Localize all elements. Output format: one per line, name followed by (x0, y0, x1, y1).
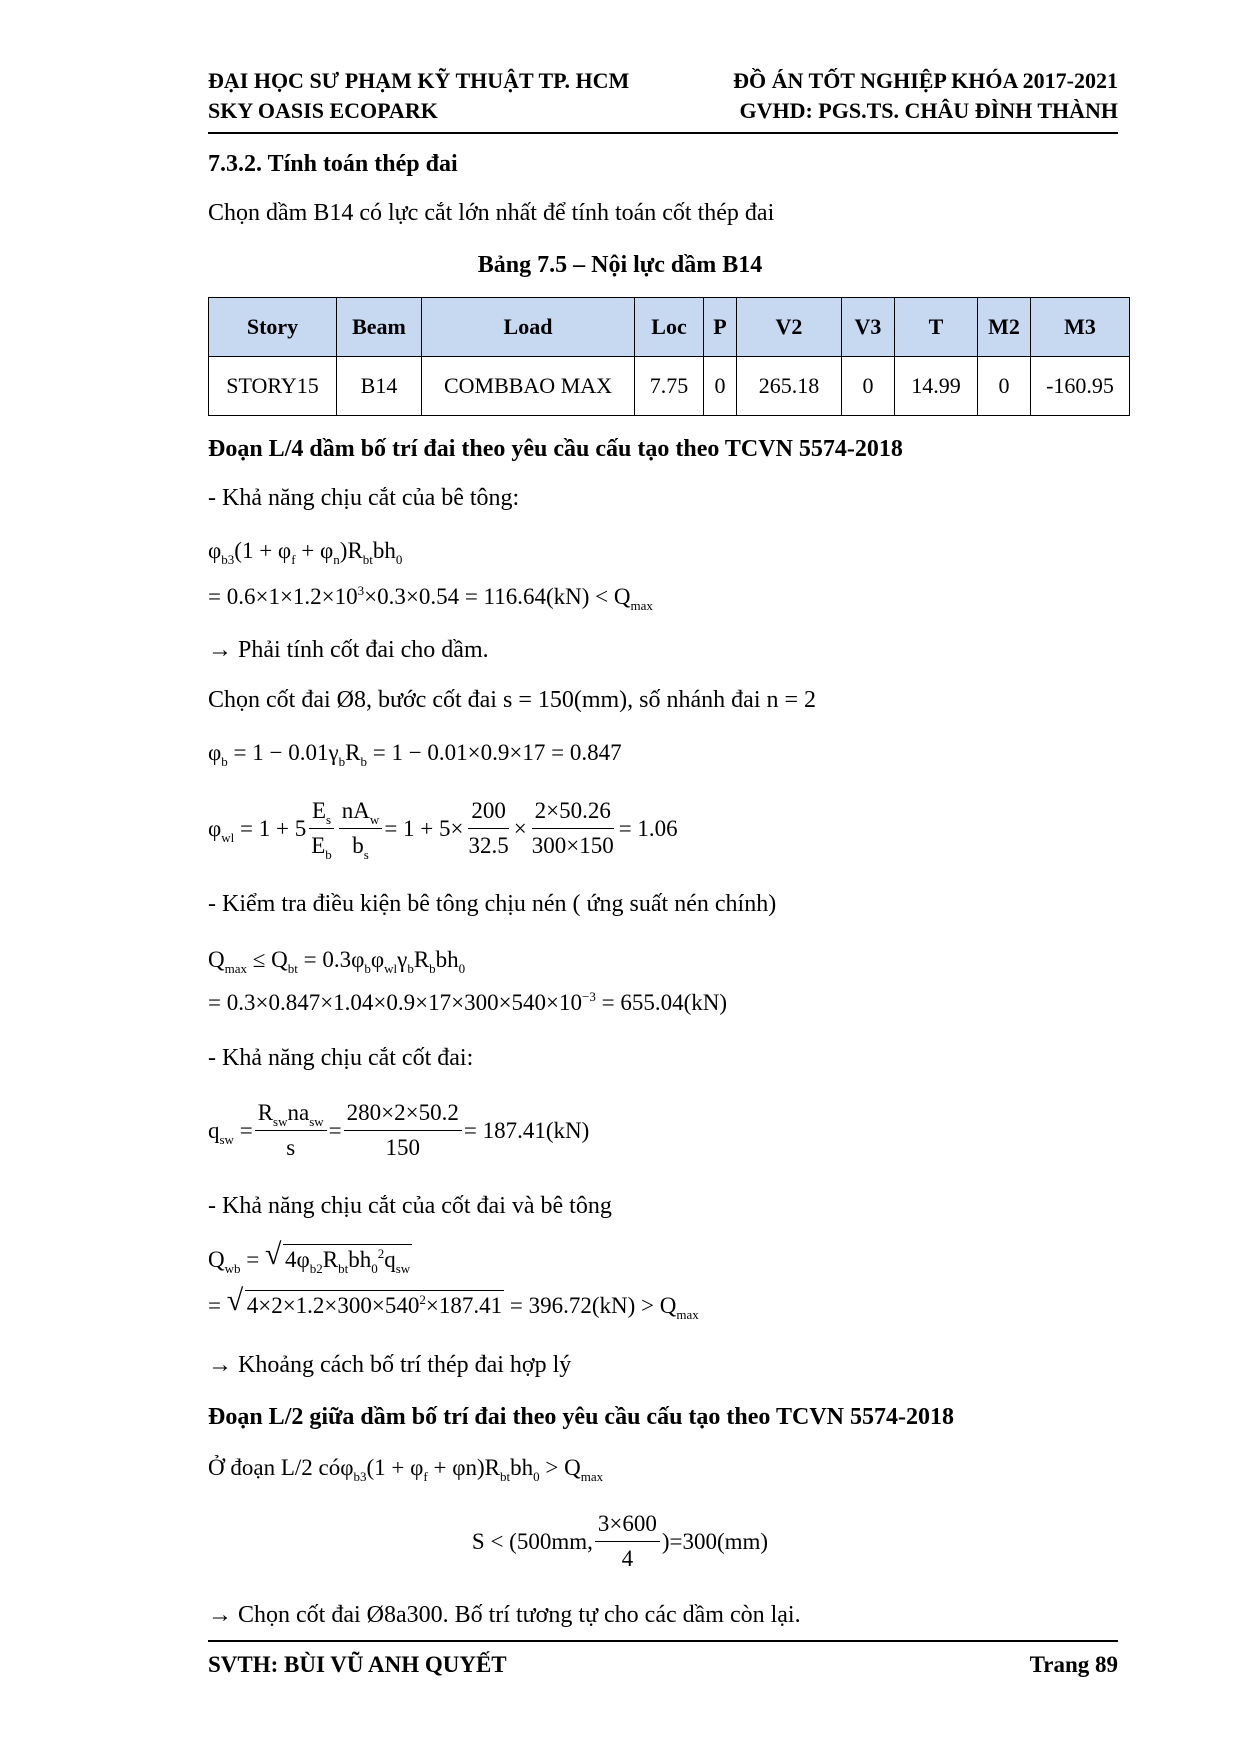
heading-l4: Đoạn L/4 dầm bố trí đai theo yêu cầu cấu tạo theo TCVN 5574-2018 (208, 436, 903, 462)
phi-w1-result: = 1.06 (618, 815, 678, 841)
table-row (209, 357, 1130, 416)
qsw-num: 280×2×50.2 (344, 1096, 462, 1131)
arrow-calc: → Phải tính cốt đai cho dầm. (208, 637, 489, 663)
col-m2: M2 (978, 298, 1031, 357)
phi-w1-eq: $\varphi_{wl}$ = 1 + 5 $\frac{E_s}{E_b}$ $\frac{nA_w}{b_s}$ = 1 + 5× $\frac{200}{32.5}$ × $\frac{2\times 50.26}{300\times 150}$ = 1.06 (208, 794, 678, 863)
phi-w1-mid: = 1 + 5× (384, 815, 464, 841)
forces-table (208, 297, 1130, 416)
col-v3: V3 (842, 298, 895, 357)
cell-m3: -160.95 (1031, 357, 1130, 416)
cell-t: 14.99 (895, 357, 978, 416)
cell-beam: B14 (337, 357, 422, 416)
section-intro: Chọn dầm B14 có lực cắt lớn nhất để tính toán cốt thép đai (208, 200, 775, 226)
choose-stirrup: Chọn cốt đai Ø8, bước cốt đai s = 150(mm), số nhánh đai n = 2 (208, 687, 817, 713)
bullet-both: - Khả năng chịu cắt của cốt đai và bê tông (208, 1193, 612, 1219)
cell-story: STORY15 (209, 357, 337, 416)
bullet-compress: - Kiểm tra điều kiện bê tông chịu nén ( ứng suất nén chính) (208, 891, 777, 917)
eq1-value: = $0.6\times 1\times 1.2\times 10^3\times 0.3\times 0.54 = 116.64(kN) < Q_{max}$ (208, 583, 653, 613)
phi-w1-symbol: $\varphi_{wl}$ (208, 815, 235, 845)
footer-left: SVTH: BÙI VŨ ANH QUYẾT (208, 1652, 507, 1677)
cell-v2: 265.18 (737, 357, 842, 416)
qwb-line1: $Q_{wb}$ = √ $4\varphi_{b2}R_{bt}bh_0^2q_{sw}$ (208, 1238, 411, 1276)
s-lead: S < (500mm, (471, 1528, 593, 1554)
header-right-line2: GVHD: PGS.TS. CHÂU ĐÌNH THÀNH (739, 98, 1118, 123)
eq-qbt-line2-text: = 0.3×0.847×1.04×0.9×17×300×540×10 (208, 990, 583, 1015)
l2-condition: Ở đoạn L/2 cóφ$_{b3}$(1 + $\varphi_f + \varphi n)R_{bt}bh_0 > Q_{max}$ (208, 1455, 604, 1484)
header-rule (208, 132, 1118, 134)
qsw-den: 150 (385, 1135, 420, 1160)
section-title: 7.3.2. Tính toán thép đai (208, 151, 458, 177)
col-load: Load (422, 298, 635, 357)
table-header-row (209, 298, 1130, 357)
header-left-line2: SKY OASIS ECOPARK (208, 98, 438, 123)
col-m3: M3 (1031, 298, 1130, 357)
col-t: T (895, 298, 978, 357)
cell-v3: 0 (842, 357, 895, 416)
s-eq (0, 1507, 1240, 1576)
frac-325: 32.5 (468, 833, 509, 858)
l2-text: Ở đoạn L/2 có (208, 1455, 341, 1480)
header-left-line1: ĐẠI HỌC SƯ PHẠM KỸ THUẬT TP. HCM (208, 68, 630, 93)
eq1-result: ×0.3×0.54 = 116.64(kN) < Q (364, 584, 631, 609)
qwb-line2-b: ×187.41 (425, 1293, 503, 1318)
footer-rule (208, 1640, 1118, 1642)
cell-m2: 0 (978, 357, 1031, 416)
s-num: 3×600 (595, 1507, 660, 1542)
cell-load: COMBBAO MAX (422, 357, 635, 416)
frac-naw-bs: $\frac{nA_w}{b_s}$ (339, 794, 383, 863)
arrow-ok: → Khoảng cách bố trí thép đai hợp lý (208, 1352, 572, 1378)
frac-200: 200 (468, 794, 509, 829)
frac-es-eb: $\frac{E_s}{E_b}$ (308, 794, 335, 863)
cell-loc: 7.75 (635, 357, 704, 416)
phi-b-eq: $\varphi_b = 1 - 0.01\gamma_bR_b = 1 - 0.01\times 0.9\times 17 = 0.847$ (208, 740, 622, 769)
header-right-line1: ĐỒ ÁN TỐT NGHIỆP KHÓA 2017-2021 (733, 68, 1118, 93)
eq1-value-text: = 0.6×1×1.2×10 (208, 584, 358, 609)
frac-2x: 2×50.26 (532, 794, 614, 829)
col-p: P (704, 298, 737, 357)
frac-300x: 300×150 (531, 833, 614, 858)
table-caption: Bảng 7.5 – Nội lực dầm B14 (477, 252, 763, 278)
footer-right: Trang 89 (1029, 1652, 1118, 1677)
eq-qbt-line2: = $0.3\times 0.847\times 1.04\times 0.9\times 17\times 300\times 540\times 10^{-3} = 655.04(kN)$ (208, 989, 728, 1015)
eq1-formula: $\varphi_{b3}(1 + \varphi_f + \varphi_n)R_{bt}bh_0$ (208, 538, 403, 567)
frac-area (529, 794, 617, 863)
phi-b-tail: = 1 − 0.01×0.9×17 = 0.847 (366, 740, 622, 765)
heading-l2: Đoạn L/2 giữa dầm bố trí đai theo yêu cầu cấu tạo theo TCVN 5574-2018 (208, 1404, 954, 1430)
qwb-line2: = √ $4\times 2\times 1.2\times 300\times 540^2\times 187.41 = 396.72(kN) > Q_{max}$ (208, 1284, 699, 1322)
bullet-stirrup: - Khả năng chịu cắt cốt đai: (208, 1045, 474, 1071)
cell-p: 0 (704, 357, 737, 416)
bullet-concrete: - Khả năng chịu cắt của bê tông: (208, 485, 520, 511)
frac-qsw-numeric (344, 1096, 462, 1165)
arrow-choose: → Chọn cốt đai Ø8a300. Bố trí tương tự cho các dầm còn lại. (208, 1602, 801, 1628)
frac-200-325 (465, 794, 511, 863)
qsw-eq: $q_{sw}$ = $\frac{R_{sw}na_{sw}}{s}$ = $\frac{280\times 2\times 50.2}{150}$ = 187.41(kN) (208, 1096, 589, 1165)
phi-b-eq-text: = 1 − 0.01γ (233, 740, 339, 765)
qsw-result: = 187.41(kN) (463, 1117, 590, 1143)
qwb-result: = 396.72(kN) > Q (504, 1293, 677, 1318)
frac-s (595, 1507, 660, 1576)
eq-qbt-result: = 655.04(kN) (595, 990, 728, 1015)
frac-qsw-symbolic: $\frac{R_{sw}na_{sw}}{s}$ (255, 1096, 327, 1165)
qwb-line2-a: 4×2×1.2×300×540 (246, 1293, 420, 1318)
col-loc: Loc (635, 298, 704, 357)
col-beam: Beam (337, 298, 422, 357)
s-tail: )=300(mm) (661, 1528, 769, 1554)
phi-w1-lead: = 1 + 5 (240, 815, 307, 841)
col-v2: V2 (737, 298, 842, 357)
s-den: 4 (621, 1546, 634, 1571)
eq-qbt-line1: $Q_{max} \le Q_{bt} = 0.3\varphi_b\varphi_{wl}\gamma_bR_bbh_0$ (208, 947, 466, 976)
col-story: Story (209, 298, 337, 357)
